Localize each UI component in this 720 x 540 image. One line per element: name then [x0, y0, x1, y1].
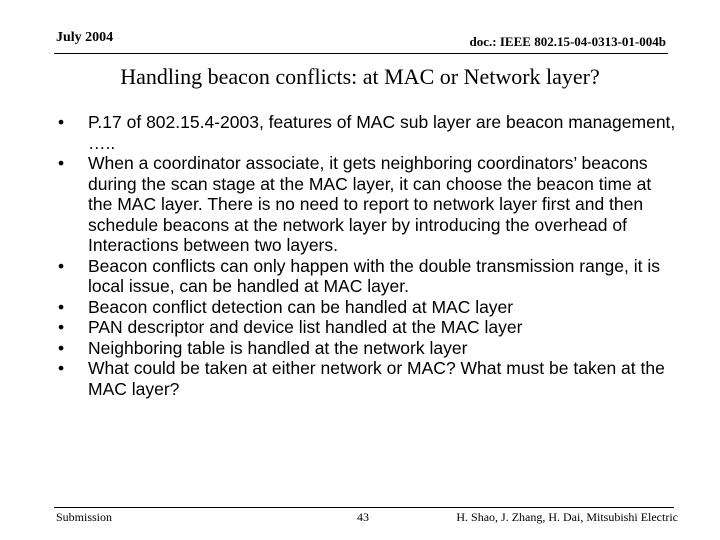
slide-title: Handling beacon conflicts: at MAC or Network layer?	[120, 64, 600, 89]
bullet-text: PAN descriptor and device list handled at the MAC layer	[88, 317, 523, 337]
header-date: July 2004	[56, 30, 114, 45]
bullet-item	[58, 317, 678, 338]
bullet-marker: •	[58, 317, 65, 337]
bullet-marker: •	[58, 112, 65, 132]
footer-submission: Submission	[56, 510, 113, 524]
bullet-list	[58, 112, 678, 399]
bullet-marker: •	[58, 255, 65, 276]
bullet-marker: •	[58, 358, 65, 378]
bullet-item	[58, 358, 678, 399]
bullet-marker: •	[58, 153, 65, 173]
footer-authors: H. Shao, J. Zhang, H. Dai, Mitsubishi Electric	[456, 510, 678, 524]
footer-divider	[54, 507, 674, 508]
bullet-item	[58, 153, 678, 256]
bullet-marker: •	[58, 296, 65, 317]
bullet-marker: •	[58, 337, 65, 358]
bullet-text: When a coordinator associate, it gets neighboring coordinators’ beacons during the scan stage at the MAC layer, it can choose the beacon time at the MAC layer. There is no need to report to network layer first and then schedule beacons at the network layer by introducing the overhead of Interactions between two layers.	[88, 153, 652, 255]
bullet-item	[58, 112, 678, 153]
bullet-item	[58, 297, 678, 318]
bullet-item	[58, 256, 678, 297]
bullet-text: Beacon conflicts can only happen with the double transmission range, it is local issue, can be handled at MAC layer.	[88, 255, 660, 296]
bullet-text: What could be taken at either network or MAC? What must be taken at the MAC layer?	[88, 358, 665, 399]
bullet-text: Neighboring table is handled at the network layer	[88, 337, 468, 358]
bullet-item	[58, 338, 678, 359]
bullet-text: P.17 of 802.15.4-2003, features of MAC sub layer are beacon management, …..	[88, 112, 676, 153]
header-divider	[54, 53, 668, 54]
footer-page-number: 43	[357, 510, 369, 524]
bullet-text: Beacon conflict detection can be handled at MAC layer	[88, 296, 514, 317]
header-doc-id: doc.: IEEE 802.15-04-0313-01-004b	[469, 34, 666, 49]
